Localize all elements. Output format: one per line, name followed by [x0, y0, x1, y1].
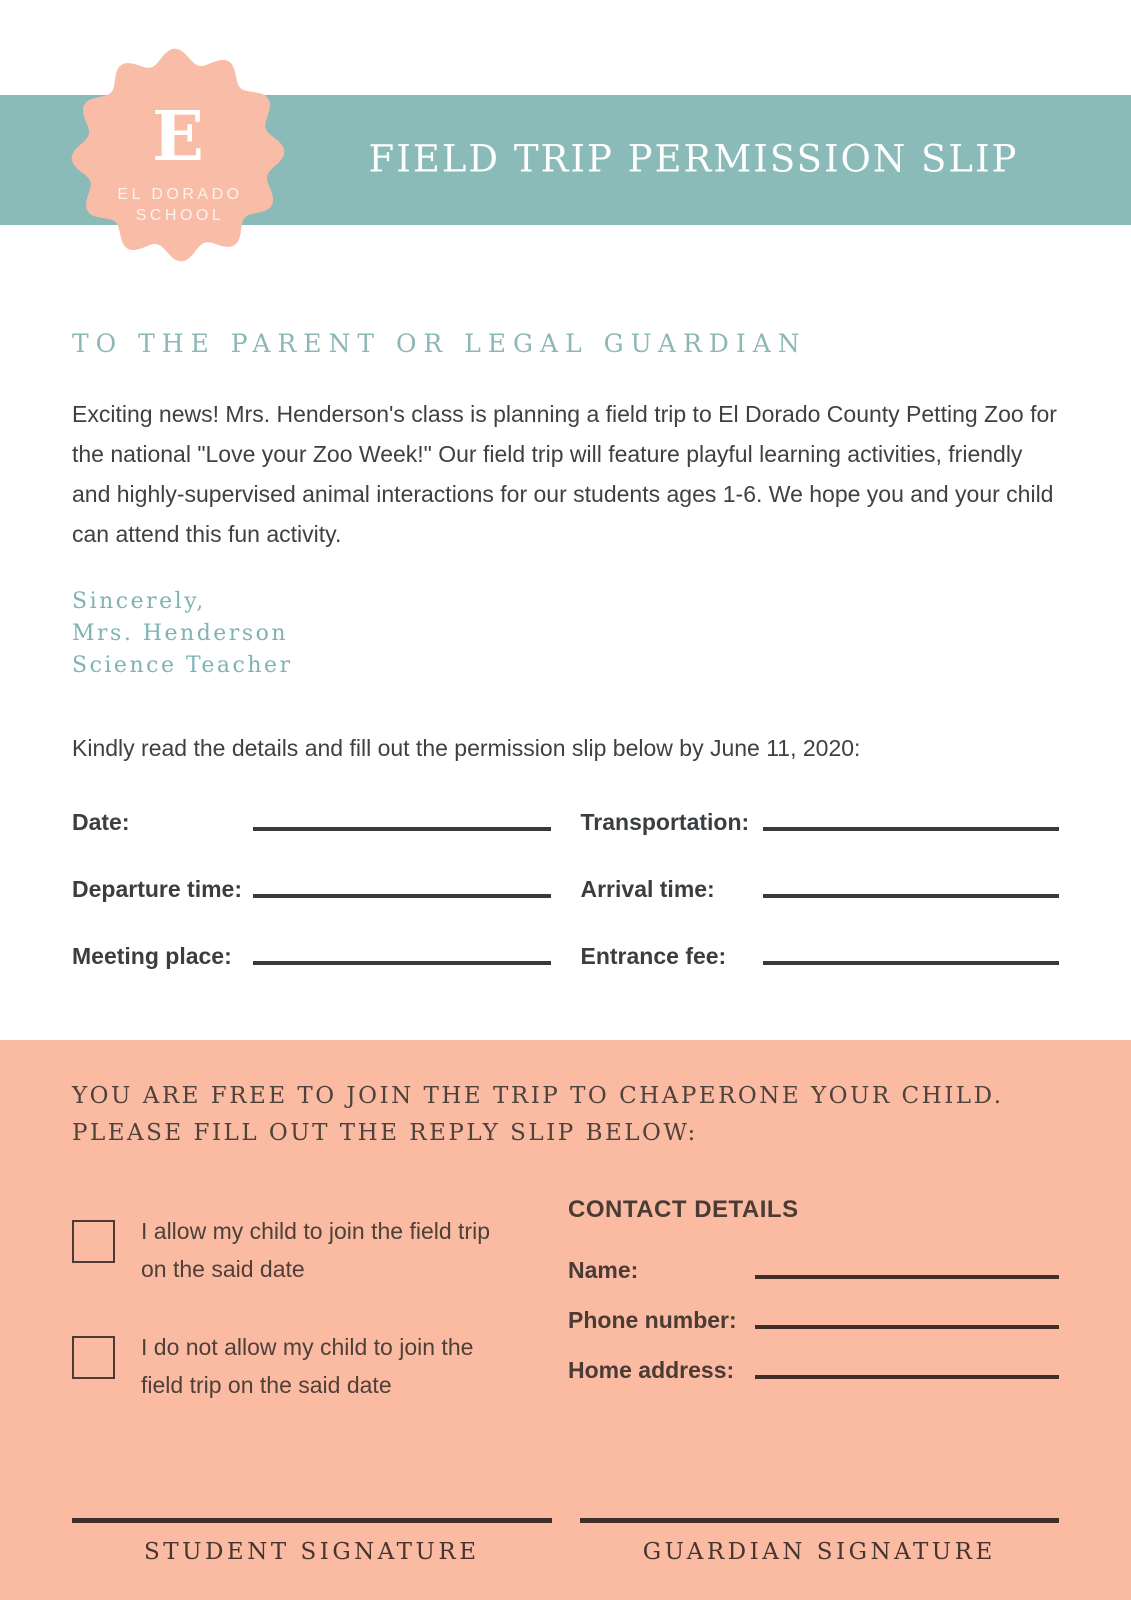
meeting-place-label: Meeting place:: [72, 943, 232, 969]
contact-details: [568, 1196, 1059, 1444]
field-row-date: [72, 806, 551, 836]
consent-options: [72, 1196, 538, 1444]
reply-grid: [72, 1196, 1059, 1444]
date-label: Date:: [72, 809, 130, 835]
scalloped-badge-shape: [67, 44, 289, 266]
entrance-fee-label: Entrance fee:: [580, 943, 727, 969]
teacher-name: Mrs. Henderson: [72, 621, 289, 646]
guardian-signature-label: GUARDIAN SIGNATURE: [642, 1539, 996, 1565]
meeting-place-write-in-line[interactable]: [253, 961, 551, 965]
trip-form-right-column: [581, 806, 1060, 1007]
reply-heading-line2: PLEASE FILL OUT THE REPLY SLIP BELOW:: [72, 1120, 698, 1146]
reply-slip-section: [0, 1040, 1131, 1600]
student-signature-label: STUDENT SIGNATURE: [143, 1539, 480, 1565]
teacher-role: Science Teacher: [72, 653, 293, 678]
transportation-label: Transportation:: [580, 809, 750, 835]
home-address-label: Home address:: [568, 1357, 735, 1383]
field-row-arrival-time: [581, 873, 1060, 903]
name-label: Name:: [568, 1257, 639, 1283]
departure-time-write-in-line[interactable]: [253, 894, 551, 898]
reply-heading-line1: YOU ARE FREE TO JOIN THE TRIP TO CHAPERONE YOUR CHILD.: [72, 1083, 1004, 1109]
trip-form-left-column: [72, 806, 551, 1007]
field-row-transportation: [581, 806, 1060, 836]
guardian-signature-line[interactable]: [580, 1518, 1060, 1523]
page-title: FIELD TRIP PERMISSION SLIP: [368, 137, 1019, 181]
letter-section: [0, 225, 1131, 1040]
contact-row-phone: [568, 1304, 1059, 1334]
contact-row-name: [568, 1254, 1059, 1284]
student-signature-block: [72, 1518, 552, 1565]
trip-details-form: [72, 806, 1059, 1007]
contact-row-address: [568, 1354, 1059, 1384]
allow-checkbox[interactable]: [72, 1220, 115, 1263]
field-row-departure-time: [72, 873, 551, 903]
field-row-entrance-fee: [581, 940, 1060, 970]
contact-details-heading: CONTACT DETAILS: [568, 1196, 799, 1223]
option-disallow: [72, 1328, 538, 1404]
disallow-checkbox[interactable]: [72, 1336, 115, 1379]
instruction-line: Kindly read the details and fill out the permission slip below by June 11, 2020:: [72, 735, 861, 761]
phone-number-write-in-line[interactable]: [755, 1325, 1059, 1329]
arrival-time-write-in-line[interactable]: [763, 894, 1060, 898]
salutation-heading: TO THE PARENT OR LEGAL GUARDIAN: [72, 329, 807, 358]
allow-option-label: I allow my child to join the field trip on the said date: [141, 1218, 490, 1282]
student-signature-line[interactable]: [72, 1518, 552, 1523]
field-row-meeting-place: [72, 940, 551, 970]
date-write-in-line[interactable]: [253, 827, 551, 831]
school-name-line2: SCHOOL: [135, 207, 225, 224]
option-allow: [72, 1212, 538, 1288]
guardian-signature-block: [580, 1518, 1060, 1565]
closing-word: Sincerely,: [72, 589, 206, 614]
transportation-write-in-line[interactable]: [763, 827, 1060, 831]
letter-body-paragraph: Exciting news! Mrs. Henderson's class is planning a field trip to El Dorado County Petting Zoo for the national "Love your Zoo Week!" Our field trip will feature playful learning activities, friendly and highly-supervised animal interactions for our students ages 1-6. We hope you and your child can attend this fun activity.: [72, 401, 1057, 547]
home-address-write-in-line[interactable]: [755, 1375, 1059, 1379]
arrival-time-label: Arrival time:: [580, 876, 715, 902]
school-badge: [67, 44, 289, 266]
disallow-option-label: I do not allow my child to join the field trip on the said date: [141, 1334, 474, 1398]
entrance-fee-write-in-line[interactable]: [763, 961, 1060, 965]
school-name-line1: EL DORADO: [117, 186, 243, 203]
name-write-in-line[interactable]: [755, 1275, 1059, 1279]
school-initial: E: [152, 97, 204, 177]
signature-row: [72, 1518, 1059, 1565]
header-banner: [0, 95, 1131, 225]
departure-time-label: Departure time:: [72, 876, 242, 902]
phone-number-label: Phone number:: [568, 1307, 737, 1333]
letter-closing: [72, 586, 1059, 682]
